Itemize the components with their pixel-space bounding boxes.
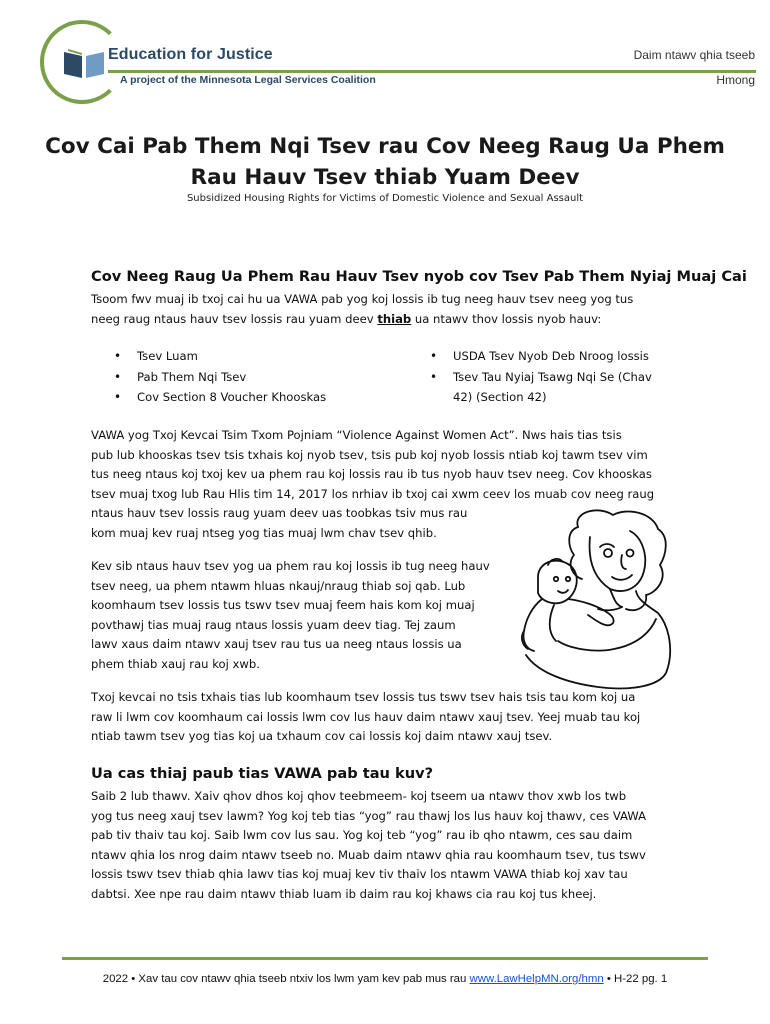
list-item: • USDA Tsev Nyob Deb Nroog lossis [428,346,652,367]
text-line: kom muaj kev ruaj ntseg yog tias muaj lwm chav tsev qhib. [91,525,437,540]
list-item-text-cont: 42) (Section 42) [453,390,547,405]
text-line: Kev sib ntaus hauv tsev yog ua phem rau koj lossis ib tug neeg hauv [91,559,490,573]
text-line: Txoj kevcai no tsis txhais tias lub koomhaum tsev lossis tus tswv tsev hais tsis tau kom koj ua [91,690,636,704]
list-item: • Tsev Luam [112,346,326,367]
language-label: Hmong [716,73,755,87]
domestic-violence-paragraph [91,557,490,675]
text-line: raw li lwm cov koomhaum cai lossis lwm cov lus hauv daim ntawv xauj tsev. Yeej muab tau koj [91,709,641,724]
tagline: A project of the Minnesota Legal Services Coalition [120,74,376,86]
list-item-text: Tsev Tau Nyiaj Tsawg Nqi Se (Chav [453,369,652,384]
header-rule [108,70,756,73]
text-line: dabtsi. Xee npe rau daim ntawv thiab luam ib daim rau koj khaws cia rau koj tus kheej. [91,886,597,901]
section1-intro [91,290,633,329]
text-line: pub lub khooskas tsev tsis txhais koj nyob tsev, tsis pub koj nyob lossis ntiab koj tawm tsev vim [91,447,648,462]
footer-rule [62,957,708,960]
brand-name: Education for Justice [108,46,273,63]
text-line: yog tus neeg xauj tsev lawm? Yog koj teb tias “yog” rau thawj los lus hauv koj thawv, ces VAWA [91,808,647,823]
doc-type-label: Daim ntawv qhia tseeb [633,48,755,62]
list-item [428,367,652,408]
section1-heading: Cov Neeg Raug Ua Phem Rau Hauv Tsev nyob cov Tsev Pab Them Nyiaj Muaj Cai [91,268,747,285]
text-line: tsev muaj txog lub Rau Hlis tim 14, 2017 los nrhiav ib txoj cai xwm ceev los muab cov neeg raug [91,486,655,501]
intro-line-2 [91,310,633,330]
intro-text-end: ua ntawv thov lossis nyob hauv: [411,311,602,326]
text-line: tus neeg ntaus koj txoj kev ua phem rau koj lossis rau ib tus nyob hauv tsev neeg. Cov khooskas [91,467,652,482]
footer-page-number: • H-22 pg. 1 [603,973,668,985]
text-line: VAWA yog Txoj Kevcai Tsim Txom Pojniam “Violence Against Women Act”. Nws hais tias tsis [91,428,622,442]
text-line: lawv xaus daim ntawv xauj tsev rau tus ua neeg ntaus lossis ua [91,637,462,652]
intro-emphasis: thiab [377,311,412,326]
mother-child-illustration [518,507,678,693]
page-title [0,131,770,193]
housing-list-right [428,346,652,408]
text-line: phem thiab xauj rau koj xwb. [91,656,260,671]
text-line: koomhaum tsev lossis tus tswv tsev muaj feem hais kom koj muaj [91,598,475,613]
lawhelp-link[interactable]: www.LawHelpMN.org/hmn [469,973,604,985]
list-item: • Pab Them Nqi Tsev [112,367,326,388]
text-line: ntaus hauv tsev lossis raug yuam deev uas toobkas tsiv mus rau [91,506,468,521]
section2-heading: Ua cas thiaj paub tias VAWA pab tau kuv? [91,765,434,782]
text-line: ntawv qhia los nrog daim ntawv tseeb no. Muab daim ntawv qhia rau koomhaum tsev, tus tswv [91,847,646,862]
section2-paragraph [91,787,646,905]
list-item: • Cov Section 8 Voucher Khooskas [112,387,326,408]
footer-text: 2022 • Xav tau cov ntawv qhia tseeb ntxiv los lwm yam kev pab mus rau [102,973,470,985]
text-line: Saib 2 lub thawv. Xaiv qhov dhos koj qhov teebmeem- koj tseem ua ntawv thov xwb los twb [91,789,627,803]
housing-list-left [112,346,326,408]
text-line: ntiab tawm tsev yog tias koj ua txhaum cov cai lossis koj daim ntawv xauj tsev. [91,729,553,744]
text-line: lossis tswv tsev thiab qhia lawv tias koj muaj kev tiv thaiv los ntawm VAWA thiab koj xav tau [91,867,628,882]
title-line-2: Rau Hauv Tsev thiab Yuam Deev [190,165,580,190]
text-line: povthawj tias muaj raug ntaus lossis yuam deev tiag. Tej zaum [91,617,456,632]
page-footer [0,973,770,985]
intro-text: neeg raug ntaus hauv tsev lossis rau yuam deev [91,311,378,326]
page-header [30,10,755,100]
title-line-1: Cov Cai Pab Them Nqi Tsev rau Cov Neeg Raug Ua Phem [45,134,725,159]
intro-line-1: Tsoom fwv muaj ib txoj cai hu ua VAWA pab yog koj lossis ib tug neeg hauv tsev neeg yog tus [91,292,634,306]
text-line: pab tiv thaiv tau koj. Saib lwm cov lus sau. Yog koj teb “yog” rau ib qho ntawm, ces sau daim [91,828,633,843]
page-subtitle: Subsidized Housing Rights for Victims of Domestic Violence and Sexual Assault [186,193,584,204]
lease-paragraph [91,688,640,747]
text-line: tsev neeg, ua phem ntawm hluas nkauj/nraug thiab soj qab. Lub [91,578,466,593]
book-logo-icon [62,46,106,80]
